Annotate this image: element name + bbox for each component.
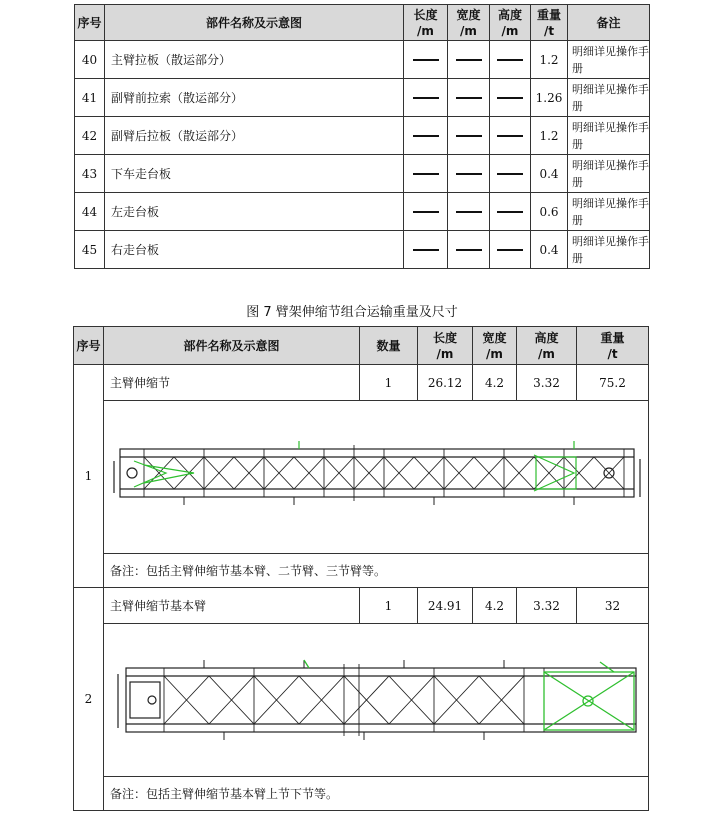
header-length: 长度 /m [404,5,448,41]
header-weight: 重量 /t [577,327,649,365]
item-qty: 1 [360,588,418,624]
item-length: 24.91 [418,588,473,624]
header-height: 高度 /m [517,327,577,365]
row-seq: 40 [75,41,105,79]
table-row [74,588,649,624]
item-length: 26.12 [418,365,473,401]
table-row [75,155,650,193]
row-weight: 0.4 [531,155,568,193]
table-row [75,231,650,269]
table-row [75,193,650,231]
width-dash [448,193,490,231]
item-name: 主臂伸缩节 [104,365,360,401]
row-seq: 42 [75,117,105,155]
row-remark: 明细详见操作手册 [568,79,650,117]
row-name: 副臂后拉板（散运部分） [105,117,404,155]
boom-base-section-drawing [104,624,648,776]
table-row [75,41,650,79]
row-weight: 0.4 [531,231,568,269]
height-dash [490,41,531,79]
item-height: 3.32 [517,365,577,401]
row-name: 左走台板 [105,193,404,231]
item-remark: 备注：包括主臂伸缩节基本臂、二节臂、三节臂等。 [104,554,649,588]
row-weight: 1.2 [531,41,568,79]
figure-caption: 图 7 臂架伸缩节组合运输重量及尺寸 [246,305,458,320]
header-name: 部件名称及示意图 [104,327,360,365]
row-name: 主臂拉板（散运部分） [105,41,404,79]
row-weight: 1.26 [531,79,568,117]
header-width: 宽度 /m [473,327,517,365]
length-dash [404,155,448,193]
length-dash [404,117,448,155]
header-width: 宽度 /m [448,5,490,41]
row-remark: 明细详见操作手册 [568,41,650,79]
row-name: 下车走台板 [105,155,404,193]
row-seq: 45 [75,231,105,269]
height-dash [490,117,531,155]
table-row [74,365,649,401]
width-dash [448,117,490,155]
height-dash [490,193,531,231]
row-seq: 44 [75,193,105,231]
row-seq: 41 [75,79,105,117]
row-remark: 明细详见操作手册 [568,155,650,193]
row-seq: 43 [75,155,105,193]
width-dash [448,41,490,79]
length-dash [404,79,448,117]
item-seq: 2 [74,588,104,811]
item-name: 主臂伸缩节基本臂 [104,588,360,624]
header-weight: 重量 /t [531,5,568,41]
row-name: 副臂前拉索（散运部分） [105,79,404,117]
header-height: 高度 /m [490,5,531,41]
width-dash [448,79,490,117]
header-seq: 序号 [74,327,104,365]
row-remark: 明细详见操作手册 [568,193,650,231]
item-qty: 1 [360,365,418,401]
item-weight: 32 [577,588,649,624]
boom-telescopic-section-drawing [104,401,648,553]
length-dash [404,41,448,79]
height-dash [490,79,531,117]
drawing-cell [104,624,649,777]
header-seq: 序号 [75,5,105,41]
row-weight: 0.6 [531,193,568,231]
item-width: 4.2 [473,365,517,401]
header-length: 长度 /m [418,327,473,365]
row-weight: 1.2 [531,117,568,155]
boom-sections-table [73,326,649,811]
item-remark: 备注：包括主臂伸缩节基本臂上节下节等。 [104,777,649,811]
table-row [75,117,650,155]
row-remark: 明细详见操作手册 [568,231,650,269]
item-weight: 75.2 [577,365,649,401]
header-name: 部件名称及示意图 [105,5,404,41]
height-dash [490,231,531,269]
width-dash [448,155,490,193]
item-height: 3.32 [517,588,577,624]
table-row [75,79,650,117]
row-remark: 明细详见操作手册 [568,117,650,155]
length-dash [404,193,448,231]
header-remark: 备注 [568,5,650,41]
row-name: 右走台板 [105,231,404,269]
item-width: 4.2 [473,588,517,624]
parts-table-upper [74,4,650,269]
length-dash [404,231,448,269]
height-dash [490,155,531,193]
header-qty: 数量 [360,327,418,365]
item-seq: 1 [74,365,104,588]
drawing-cell [104,401,649,554]
width-dash [448,231,490,269]
